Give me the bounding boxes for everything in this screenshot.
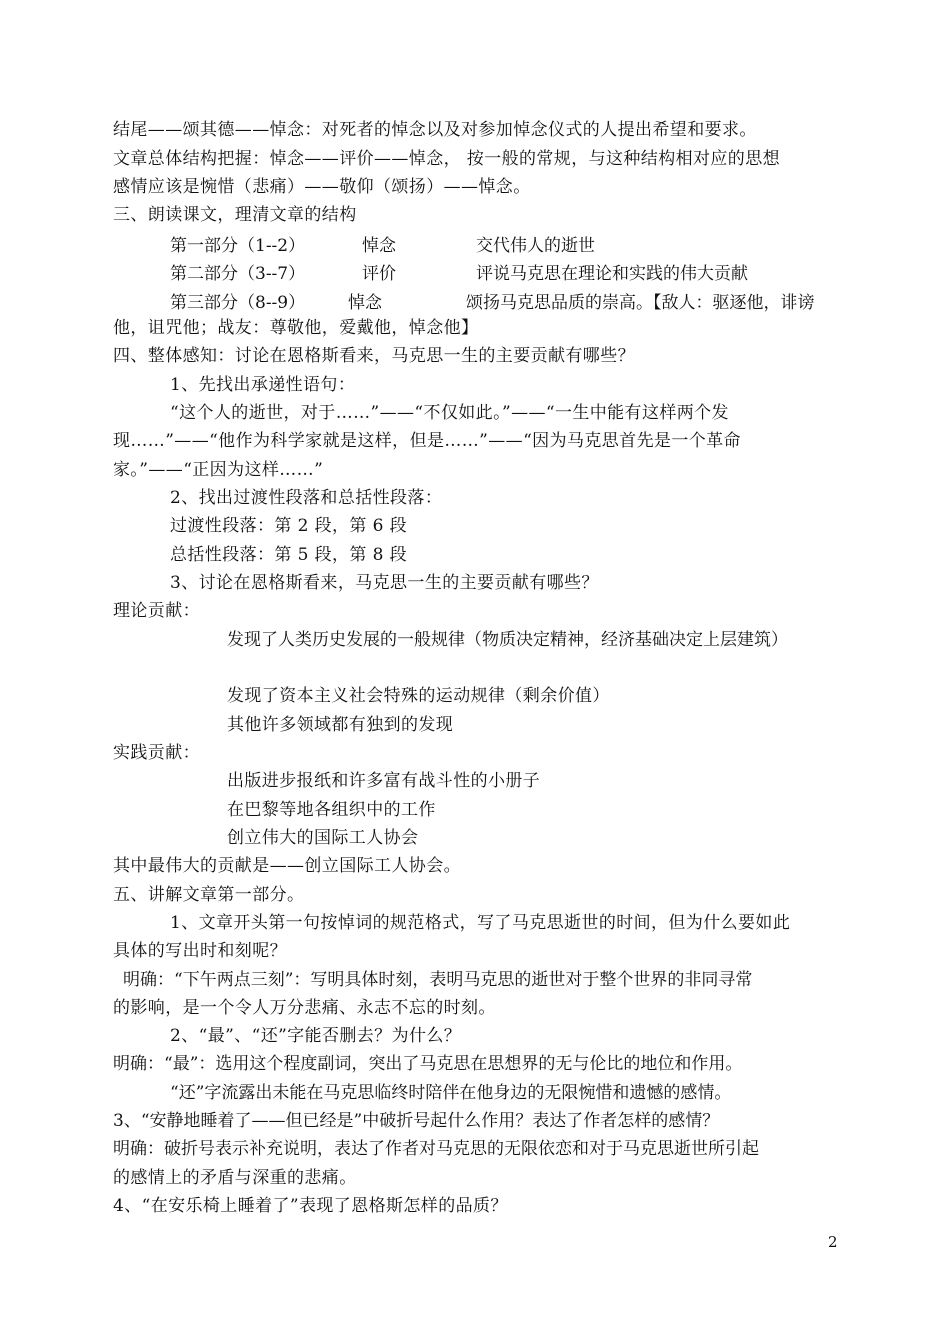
paragraph-line: 明确：“下午两点三刻”：写明具体时刻，表明马克思的逝世对于整个世界的非同寻常 (123, 970, 753, 990)
section-heading: 三、朗读课文，理清文章的结构 (113, 205, 357, 225)
paragraph-line: 过渡性段落：第 2 段，第 6 段 (170, 516, 408, 536)
paragraph-line: 结尾——颂其德——悼念：对死者的悼念以及对参加悼念仪式的人提出希望和要求。 (113, 120, 757, 140)
paragraph-line: 2、“最”、“还”字能否删去？为什么？ (170, 1026, 462, 1046)
list-item: 发现了人类历史发展的一般规律（物质决定精神，经济基础决定上层建筑） (227, 630, 788, 650)
paragraph-line: 2、找出过渡性段落和总括性段落： (170, 488, 443, 508)
paragraph-line: 他，诅咒他；战友：尊敬他，爱戴他，悼念他】 (113, 318, 479, 338)
paragraph-line: 家。”——“正因为这样……” (113, 460, 324, 480)
list-item: 出版进步报纸和许多富有战斗性的小册子 (227, 771, 541, 791)
part-type: 评价 (362, 264, 396, 284)
paragraph-line: 实践贡献： (113, 743, 200, 763)
paragraph-line: 明确：“最”：选用这个程度副词，突出了马克思在思想界的无与伦比的地位和作用。 (113, 1054, 743, 1074)
paragraph-line: 具体的写出时和刻呢？ (113, 941, 287, 961)
paragraph-line: 1、先找出承递性语句： (170, 375, 356, 395)
paragraph-line: 理论贡献： (113, 601, 200, 621)
part-desc: 评说马克思在理论和实践的伟大贡献 (476, 264, 748, 284)
part-type: 悼念 (362, 236, 396, 256)
list-item: 发现了资本主义社会特殊的运动规律（剩余价值） (227, 686, 610, 706)
part-name: 第三部分（8--9） (170, 293, 306, 313)
paragraph-line: 1、文章开头第一句按悼词的规范格式，写了马克思逝世的时间，但为什么要如此 (170, 913, 791, 933)
section-heading: 四、整体感知：讨论在恩格斯看来，马克思一生的主要贡献有哪些？ (113, 346, 635, 366)
list-item: 在巴黎等地各组织中的工作 (227, 800, 436, 820)
paragraph-line: “还”字流露出未能在马克思临终时陪伴在他身边的无限惋惜和遗憾的感情。 (170, 1083, 732, 1103)
paragraph-line: 其中最伟大的贡献是——创立国际工人协会。 (113, 856, 461, 876)
page-number: 2 (828, 1233, 838, 1251)
part-desc: 颂扬马克思品质的崇高。【敌人：驱逐他，诽谤 (466, 293, 815, 313)
part-type: 悼念 (348, 293, 382, 313)
paragraph-line: 总括性段落：第 5 段，第 8 段 (170, 545, 408, 565)
list-item: 其他许多领域都有独到的发现 (227, 715, 454, 735)
paragraph-line: 的影响，是一个令人万分悲痛、永志不忘的时刻。 (113, 998, 496, 1018)
paragraph-line: 明确：破折号表示补充说明，表达了作者对马克思的无限依恋和对于马克思逝世所引起 (113, 1139, 759, 1159)
paragraph-line: “这个人的逝世，对于……”——“不仅如此。”——“一生中能有这样两个发 (170, 403, 729, 423)
paragraph-line: 3、“安静地睡着了——但已经是”中破折号起什么作用？表达了作者怎样的感情？ (113, 1111, 720, 1131)
part-desc: 交代伟人的逝世 (476, 236, 595, 256)
part-name: 第一部分（1--2） (170, 236, 306, 256)
part-name: 第二部分（3--7） (170, 264, 306, 284)
paragraph-line: 3、讨论在恩格斯看来，马克思一生的主要贡献有哪些？ (170, 573, 599, 593)
section-heading: 五、讲解文章第一部分。 (113, 885, 305, 905)
list-item: 创立伟大的国际工人协会 (227, 828, 419, 848)
paragraph-line: 文章总体结构把握：悼念——评价——悼念， 按一般的常规，与这种结构相对应的思想 (113, 149, 781, 169)
paragraph-line: 感情应该是惋惜（悲痛）——敬仰（颂扬）——悼念。 (113, 177, 531, 197)
paragraph-line: 4、“在安乐椅上睡着了”表现了恩格斯怎样的品质？ (113, 1196, 508, 1216)
paragraph-line: 的感情上的矛盾与深重的悲痛。 (113, 1168, 357, 1188)
paragraph-line: 现……”——“他作为科学家就是这样，但是……”——“因为马克思首先是一个革命 (113, 431, 741, 451)
